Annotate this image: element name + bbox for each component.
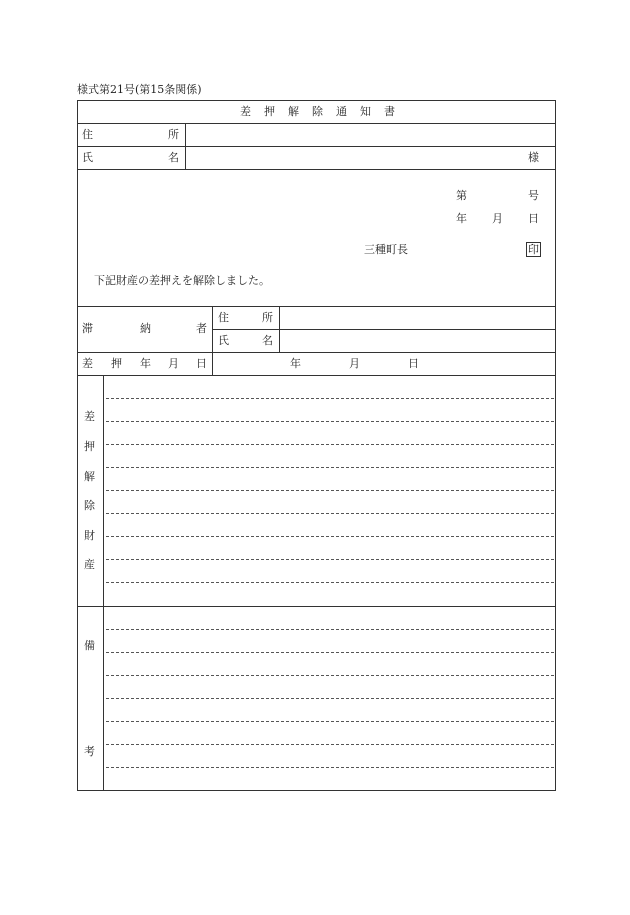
taxpayer-address-field[interactable] [281, 308, 553, 328]
notice-text: 下記財産の差押えを解除しました。 [94, 274, 270, 287]
taxpayer-divider [212, 306, 213, 375]
recipient-divider [185, 123, 186, 169]
form-reference: 様式第21号(第15条関係) [77, 83, 202, 96]
address-bottom-rule [77, 146, 556, 147]
issuer-name: 三種町長 [364, 243, 408, 256]
taxpayer-field-divider [279, 306, 280, 352]
taxpayer-name-field[interactable] [281, 331, 553, 351]
remarks-area[interactable] [105, 608, 554, 789]
property-bottom-rule [77, 606, 556, 607]
name-bottom-rule [77, 169, 556, 170]
address-field[interactable] [187, 125, 553, 145]
name-field[interactable] [187, 148, 517, 168]
property-label-divider [103, 375, 104, 791]
notice-bottom-rule [77, 306, 556, 307]
title-bottom-rule [77, 123, 556, 124]
seal-mark: 印 [528, 243, 539, 256]
taxpayer-mid-rule [212, 329, 556, 330]
honorific: 様 [528, 151, 539, 164]
taxpayer-bottom-rule [77, 352, 556, 353]
released-property-area[interactable] [105, 377, 554, 604]
date-bottom-rule [77, 375, 556, 376]
